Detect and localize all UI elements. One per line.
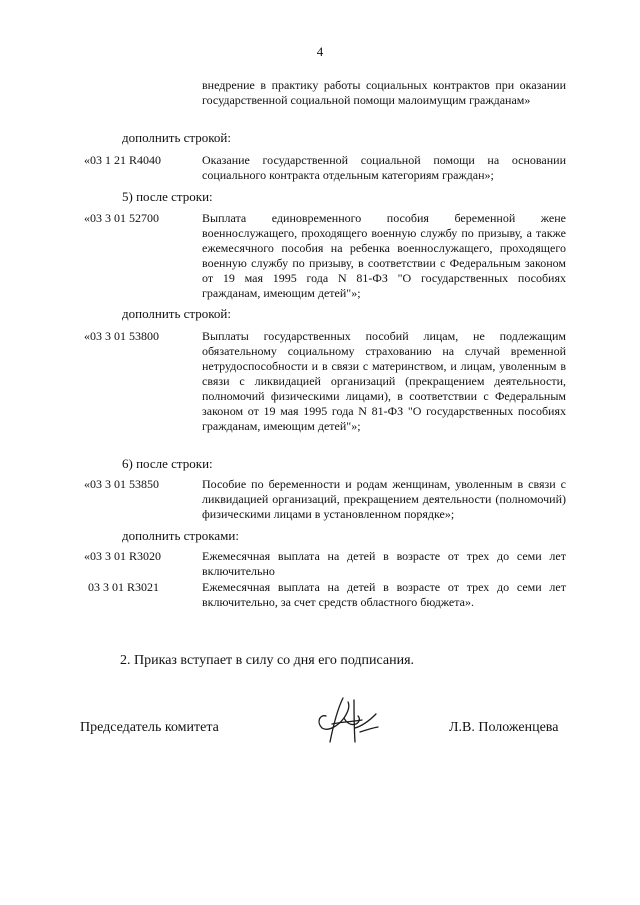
section-heading-2: 5) после строки: <box>122 189 213 204</box>
entry-text: Пособие по беременности и родам женщинам, уволенным в связи с ликвидацией организаций, прекращением деятельности (полномочий) физическими лицами в установленном порядке»; <box>202 477 566 521</box>
final-paragraph: 2. Приказ вступает в силу со дня его подписания. <box>120 653 415 668</box>
signature-name: Л.В. Положенцева <box>449 720 559 735</box>
entry-code: «03 3 01 R3020 <box>84 549 162 563</box>
entry-text: Выплата единовременного пособия беременной жене военнослужащего, проходящего военную службу по призыву, а также ежемесячного пособия на ребенка военнослужащего, проходящего военную службу по призыву, в соответствии с Федеральным законом от 19 мая 1995 года N 81-ФЗ "О государственных пособиях гражданам, имеющим детей"»; <box>202 211 566 300</box>
entry-text: Ежемесячная выплата на детей в возрасте от трех до семи лет включительно <box>202 549 566 578</box>
section-heading-3: дополнить строкой: <box>122 306 231 321</box>
entry-code: «03 3 01 52700 <box>84 211 159 225</box>
entry-code: 03 3 01 R3021 <box>88 580 160 594</box>
section-heading-5: дополнить строками: <box>122 528 239 543</box>
section-heading-4: 6) после строки: <box>122 456 213 471</box>
section-heading-1: дополнить строкой: <box>122 130 231 145</box>
entry-text: Выплаты государственных пособий лицам, не подлежащим обязательному социальному страхованию на случай временной нетрудоспособности и в связи с материнством, и лицам, уволенным в связи с ликвидацией организаций (прекращением деятельности, полномочий физическими лицами), в соответствии с Федеральным законом от 19 мая 1995 года N 81-ФЗ "О государственных пособиях гражданам, имеющим детей"»; <box>202 329 566 433</box>
entry-code: «03 3 01 53850 <box>84 477 159 491</box>
entry-text: Ежемесячная выплата на детей в возрасте от трех до семи лет включительно, за счет средств областного бюджета». <box>202 580 566 609</box>
signature-position: Председатель комитета <box>80 720 219 735</box>
intro-text: внедрение в практику работы социальных контрактов при оказании государственной социальной помощи малоимущим гражданам» <box>202 78 566 107</box>
entry-code: «03 1 21 R4040 <box>84 153 162 167</box>
entry-text: Оказание государственной социальной помощи на основании социального контракта отдельным категориям граждан»; <box>202 153 566 182</box>
page-number: 4 <box>316 44 324 59</box>
entry-code: «03 3 01 53800 <box>84 329 159 343</box>
handwritten-signature <box>310 692 390 750</box>
